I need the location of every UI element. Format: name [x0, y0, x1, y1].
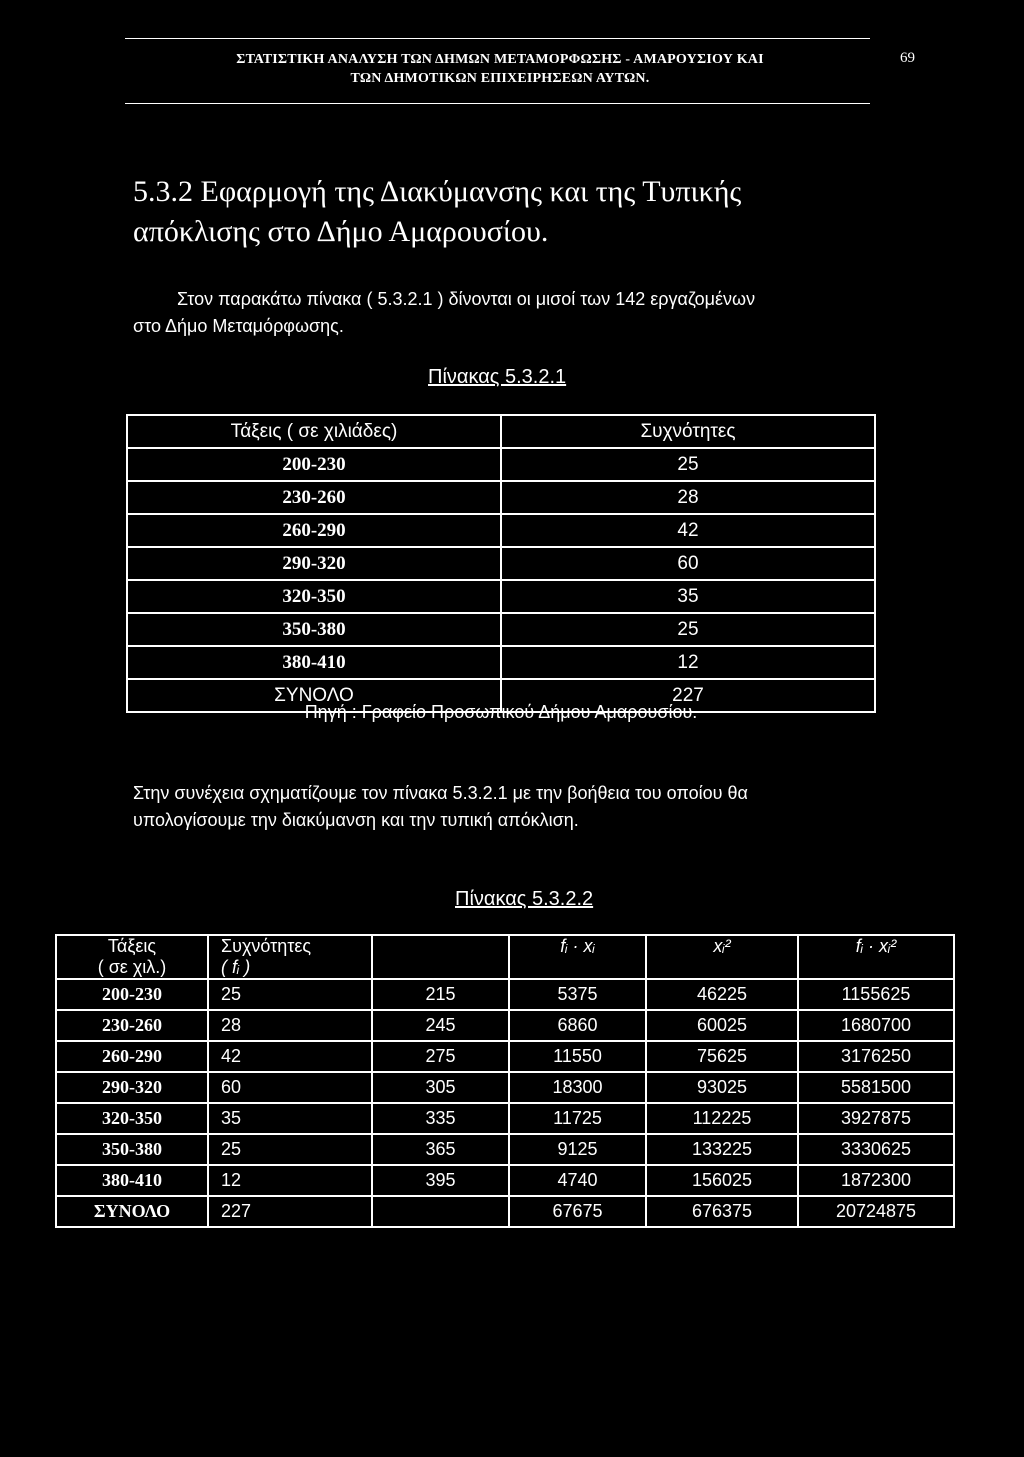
table-cell: 28: [501, 481, 875, 514]
table-cell: 25: [501, 448, 875, 481]
table-total-row: [56, 1196, 954, 1227]
table-cell: 230-260: [56, 1010, 208, 1041]
table-cell: 75625: [646, 1041, 798, 1072]
table-cell: 3176250: [798, 1041, 954, 1072]
page-number: 69: [900, 50, 915, 66]
table-cell: 11725: [509, 1103, 646, 1134]
table-header-cell: [208, 935, 372, 979]
table-cell: 275: [372, 1041, 509, 1072]
table-header-cell: fᵢ · xᵢ: [509, 935, 646, 979]
table-row: [56, 1072, 954, 1103]
table-cell: 60025: [646, 1010, 798, 1041]
table-cell: 1680700: [798, 1010, 954, 1041]
table-row: [127, 613, 875, 646]
table-cell: 6860: [509, 1010, 646, 1041]
frequency-table: [126, 414, 876, 713]
table-header-cell: Τάξεις ( σε χιλιάδες): [127, 415, 501, 448]
table-cell: 4740: [509, 1165, 646, 1196]
table-cell: 12: [208, 1165, 372, 1196]
intro-paragraph: [133, 286, 913, 340]
header-rule-top: [125, 38, 870, 39]
table-cell: 9125: [509, 1134, 646, 1165]
header-rule-bottom: [125, 103, 870, 104]
header-frequencies-symbol: ( fᵢ ): [221, 957, 251, 977]
table-cell: 156025: [646, 1165, 798, 1196]
table-cell: 320-350: [56, 1103, 208, 1134]
table-cell: 200-230: [56, 979, 208, 1010]
intro-line1: Στον παρακάτω πίνακα ( 5.3.2.1 ) δίνονται οι μισοί των 142 εργαζομένων: [177, 289, 756, 309]
table-row: [127, 547, 875, 580]
table-cell: 215: [372, 979, 509, 1010]
computation-table: [55, 934, 955, 1228]
table-row: [127, 514, 875, 547]
header-classes: Τάξεις: [107, 936, 157, 956]
table-cell: 46225: [646, 979, 798, 1010]
section-title: [133, 172, 913, 252]
table-cell: 305: [372, 1072, 509, 1103]
table-cell: 380-410: [56, 1165, 208, 1196]
table-row: [56, 1010, 954, 1041]
table-header-cell: xᵢ²: [646, 935, 798, 979]
header-frequencies: Συχνότητες: [221, 936, 312, 956]
table-cell: 60: [501, 547, 875, 580]
table-cell: 320-350: [127, 580, 501, 613]
table-cell: 1872300: [798, 1165, 954, 1196]
table-cell: 1155625: [798, 979, 954, 1010]
table-header-cell: [372, 935, 509, 979]
running-header: [120, 50, 880, 88]
table-cell: 395: [372, 1165, 509, 1196]
computation-table-body: [56, 979, 954, 1227]
table2-caption: Πίνακας 5.3.2.2: [455, 888, 594, 910]
table-cell: 245: [372, 1010, 509, 1041]
table-row: [56, 1165, 954, 1196]
table-cell: 25: [208, 1134, 372, 1165]
section-title-line2: απόκλισης στο Δήμο Αμαρουσίου.: [133, 215, 549, 248]
table-cell: 93025: [646, 1072, 798, 1103]
table-row: [56, 1134, 954, 1165]
middle-line2: υπολογίσουμε την διακύμανση και την τυπική απόκλιση.: [133, 810, 579, 830]
running-header-line2: ΤΩΝ ΔΗΜΟΤΙΚΩΝ ΕΠΙΧΕΙΡΗΣΕΩΝ ΑΥΤΩΝ.: [350, 71, 650, 86]
table-cell: 42: [208, 1041, 372, 1072]
table-cell: 60: [208, 1072, 372, 1103]
table-cell: ΣΥΝΟΛΟ: [127, 679, 501, 712]
table-cell: 35: [208, 1103, 372, 1134]
table-cell: 3330625: [798, 1134, 954, 1165]
table-cell: 227: [501, 679, 875, 712]
table-cell: 335: [372, 1103, 509, 1134]
table-row: [127, 646, 875, 679]
table-row: [56, 1041, 954, 1072]
table-cell: 290-320: [127, 547, 501, 580]
table-row: [127, 580, 875, 613]
table-cell: 350-380: [127, 613, 501, 646]
table-cell: 676375: [646, 1196, 798, 1227]
table-row: [127, 481, 875, 514]
table-header-cell: [56, 935, 208, 979]
table-header-cell: Συχνότητες: [501, 415, 875, 448]
table-cell: 42: [501, 514, 875, 547]
table-row: [127, 448, 875, 481]
table-header-row: [127, 415, 875, 448]
table-cell: 18300: [509, 1072, 646, 1103]
running-header-line1: ΣΤΑΤΙΣΤΙΚΗ ΑΝΑΛΥΣΗ ΤΩΝ ΔΗΜΩΝ ΜΕΤΑΜΟΡΦΩΣΗΣ - ΑΜΑΡΟΥΣΙΟΥ ΚΑΙ: [236, 52, 764, 67]
table-cell: [372, 1196, 509, 1227]
table-row: [56, 1103, 954, 1134]
table-cell: 260-290: [127, 514, 501, 547]
table-cell: 25: [208, 979, 372, 1010]
table-header-row: [56, 935, 954, 979]
table-header-cell: fᵢ · xᵢ²: [798, 935, 954, 979]
table-cell: 290-320: [56, 1072, 208, 1103]
intro-line2: στο Δήμο Μεταμόρφωσης.: [133, 316, 344, 336]
table-cell: 350-380: [56, 1134, 208, 1165]
middle-line1: Στην συνέχεια σχηματίζουμε τον πίνακα 5.3.2.1 με την βοήθεια του οποίου θα: [133, 783, 748, 803]
table-cell: 133225: [646, 1134, 798, 1165]
table-cell: 20724875: [798, 1196, 954, 1227]
header-classes-unit: ( σε χιλ.): [97, 957, 167, 977]
middle-paragraph: [133, 780, 933, 834]
table-cell: 3927875: [798, 1103, 954, 1134]
table-cell: 12: [501, 646, 875, 679]
table-cell: 35: [501, 580, 875, 613]
table-cell: 365: [372, 1134, 509, 1165]
table-cell: 380-410: [127, 646, 501, 679]
table-row: [56, 979, 954, 1010]
table1-source: Πηγή : Γραφείο Προσωπικού Δήμου Αμαρουσίου.: [304, 702, 698, 722]
table-cell: 28: [208, 1010, 372, 1041]
table-cell: 112225: [646, 1103, 798, 1134]
table-cell: ΣΥΝΟΛΟ: [56, 1196, 208, 1227]
table-cell: 260-290: [56, 1041, 208, 1072]
table-cell: 227: [208, 1196, 372, 1227]
table-cell: 5581500: [798, 1072, 954, 1103]
table-cell: 230-260: [127, 481, 501, 514]
table1-caption: Πίνακας 5.3.2.1: [428, 366, 567, 388]
section-title-line1: 5.3.2 Εφαρμογή της Διακύμανσης και της Τυπικής: [133, 175, 742, 208]
table-cell: 67675: [509, 1196, 646, 1227]
table-cell: 11550: [509, 1041, 646, 1072]
table-cell: 200-230: [127, 448, 501, 481]
table-cell: 5375: [509, 979, 646, 1010]
table-cell: 25: [501, 613, 875, 646]
